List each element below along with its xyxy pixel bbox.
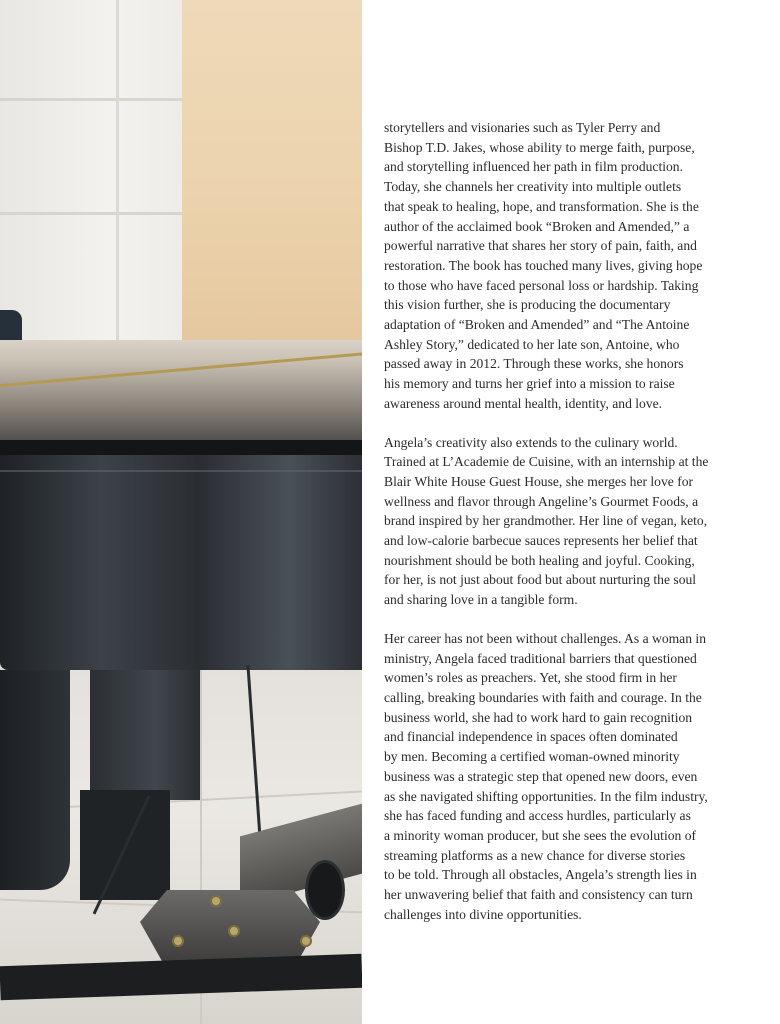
text-line: Trained at L’Academie de Cuisine, with an internship at the [384,454,709,470]
rim-highlight [0,470,362,472]
bolt [210,895,222,907]
text-line: Blair White House Guest House, she merges her love for [384,473,694,489]
bolt [172,935,184,947]
text-line: to those who have faced personal loss or hardship. Taking [384,277,699,293]
text-line: by men. Becoming a certified woman-owned minority [384,749,680,765]
text-line: wellness and flavor through Angeline’s Gourmet Foods, a [384,493,699,509]
text-line: challenges into divine opportunities. [384,906,582,922]
text-line: his memory and turns her grief into a mission to raise [384,376,675,392]
text-line: adaptation of “Broken and Amended” and “The Antoine [384,317,690,333]
text-line: restoration. The book has touched many lives, giving hope [384,257,703,273]
piano-leg [0,670,70,890]
text-line: and sharing love in a tangible form. [384,592,578,608]
text-line: Bishop T.D. Jakes, whose ability to merge faith, purpose, [384,139,695,155]
text-line: passed away in 2012. Through these works, she honors [384,356,684,372]
text-line: ministry, Angela faced traditional barriers that questioned [384,650,697,666]
text-line: and low-calorie barbecue sauces represents her belief that [384,533,698,549]
text-line: business was a strategic step that opened new doors, even [384,768,698,784]
bolt [300,935,312,947]
text-line: and storytelling influenced her path in film production. [384,159,683,175]
text-line: to be told. Through all obstacles, Angela’s strength lies in [384,867,697,883]
text-line: Angela’s creativity also extends to the culinary world. [384,434,678,450]
text-line: as she navigated shifting opportunities. In the film industry, [384,788,708,804]
text-line: women’s roles as preachers. Yet, she stood firm in her [384,670,677,686]
wall-seam [0,98,182,101]
text-line: streaming platforms as a new chance for diverse stories [384,847,686,863]
caster-wheel [305,860,345,920]
piano-photo [0,0,362,1024]
text-line: she has faced funding and access hurdles, particularly as [384,808,691,824]
text-line: that speak to healing, hope, and transformation. She is the [384,198,699,214]
paragraph-culinary [384,433,762,610]
beige-wall [182,0,362,350]
piano-leg-block [90,670,200,800]
text-line: her unwavering belief that faith and consistency can turn [384,887,693,903]
text-line: for her, is not just about food but about nurturing the soul [384,572,697,588]
paragraph-film-and-book [384,118,762,414]
text-line: calling, breaking boundaries with faith and courage. In the [384,689,702,705]
text-line: storytellers and visionaries such as Tyler Perry and [384,120,661,135]
text-line: nourishment should be both healing and joyful. Cooking, [384,552,695,568]
wall-seam [116,0,119,350]
text-line: a minority woman producer, but she sees the evolution of [384,827,697,843]
text-line: Ashley Story,” dedicated to her late son, Antoine, who [384,336,680,352]
article-body [384,118,762,943]
text-line: brand inspired by her grandmother. Her line of vegan, keto, [384,513,708,529]
text-line: powerful narrative that shares her story of pain, faith, and [384,238,697,254]
paragraph-challenges [384,629,762,925]
text-line: awareness around mental health, identity, and love. [384,395,663,411]
text-line: and financial independence in spaces often dominated [384,729,678,745]
text-line: business world, she had to work hard to gain recognition [384,709,693,725]
white-wall-panel [0,0,182,350]
text-line: Today, she channels her creativity into multiple outlets [384,179,682,195]
text-line: Her career has not been without challenges. As a woman in [384,630,706,646]
text-line: this vision further, she is producing the documentary [384,297,671,313]
piano-rim [0,455,362,670]
wall-seam [0,212,182,215]
text-line: author of the acclaimed book “Broken and Amended,” a [384,218,690,234]
bolt [228,925,240,937]
